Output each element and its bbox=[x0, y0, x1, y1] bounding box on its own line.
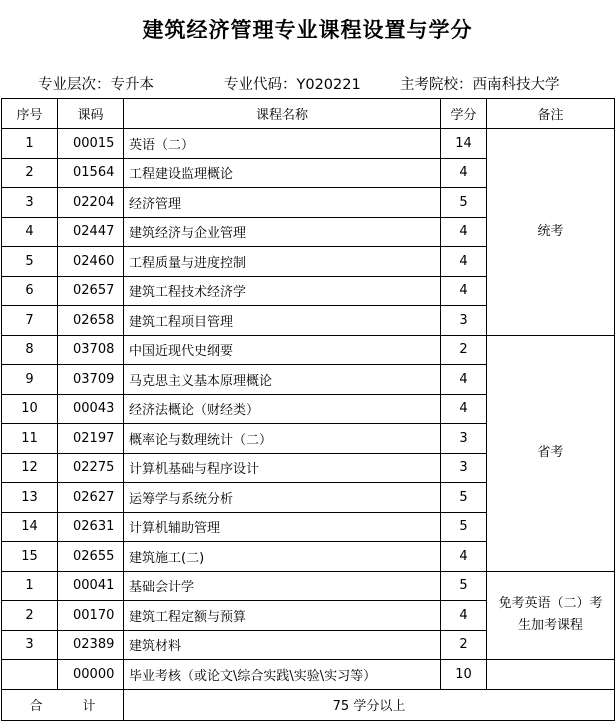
course-credit: 4 bbox=[441, 217, 487, 247]
course-credit: 2 bbox=[441, 630, 487, 660]
row-number: 15 bbox=[2, 542, 58, 572]
course-code: 01564 bbox=[58, 158, 124, 188]
row-number bbox=[2, 660, 58, 690]
program-info bbox=[0, 73, 615, 95]
course-credit: 4 bbox=[441, 276, 487, 306]
header-note: 备注 bbox=[487, 99, 615, 129]
header-course-name: 课程名称 bbox=[124, 99, 441, 129]
course-name: 基础会计学 bbox=[124, 571, 441, 601]
total-label bbox=[2, 689, 124, 720]
course-credit: 14 bbox=[441, 129, 487, 159]
course-credit: 3 bbox=[441, 424, 487, 454]
course-credit: 4 bbox=[441, 601, 487, 631]
course-code: 02389 bbox=[58, 630, 124, 660]
row-number: 12 bbox=[2, 453, 58, 483]
course-name: 工程建设监理概论 bbox=[124, 158, 441, 188]
row-number: 3 bbox=[2, 188, 58, 218]
course-name: 英语（二） bbox=[124, 129, 441, 159]
table-row bbox=[2, 335, 615, 365]
course-credit: 5 bbox=[441, 483, 487, 513]
row-number: 13 bbox=[2, 483, 58, 513]
note-unified-exam: 统考 bbox=[487, 129, 615, 336]
course-credit: 4 bbox=[441, 365, 487, 395]
header-credit: 学分 bbox=[441, 99, 487, 129]
row-number: 2 bbox=[2, 158, 58, 188]
course-credit: 2 bbox=[441, 335, 487, 365]
course-code: 02655 bbox=[58, 542, 124, 572]
course-code: 02204 bbox=[58, 188, 124, 218]
course-table bbox=[1, 98, 615, 721]
program-level: 专业层次：专升本 bbox=[38, 77, 154, 93]
row-number: 3 bbox=[2, 630, 58, 660]
course-code: 00041 bbox=[58, 571, 124, 601]
row-number: 1 bbox=[2, 571, 58, 601]
row-number: 1 bbox=[2, 129, 58, 159]
course-name: 经济管理 bbox=[124, 188, 441, 218]
course-code: 03709 bbox=[58, 365, 124, 395]
course-name: 马克思主义基本原理概论 bbox=[124, 365, 441, 395]
course-code: 02197 bbox=[58, 424, 124, 454]
course-name: 建筑工程技术经济学 bbox=[124, 276, 441, 306]
course-credit: 4 bbox=[441, 247, 487, 277]
course-name: 建筑经济与企业管理 bbox=[124, 217, 441, 247]
course-credit: 4 bbox=[441, 542, 487, 572]
row-number: 8 bbox=[2, 335, 58, 365]
table-header-row bbox=[2, 99, 615, 129]
course-name: 工程质量与进度控制 bbox=[124, 247, 441, 277]
program-code: 专业代码：Y020221 bbox=[224, 77, 361, 93]
course-code: 02627 bbox=[58, 483, 124, 513]
table-row bbox=[2, 571, 615, 601]
row-number: 6 bbox=[2, 276, 58, 306]
course-name: 建筑施工(二) bbox=[124, 542, 441, 572]
total-label-b: 计 bbox=[82, 699, 96, 714]
note-exempt-english: 免考英语（二）考生加考课程 bbox=[487, 571, 615, 660]
course-credit: 5 bbox=[441, 188, 487, 218]
row-number: 11 bbox=[2, 424, 58, 454]
course-name: 建筑工程项目管理 bbox=[124, 306, 441, 336]
course-name: 建筑材料 bbox=[124, 630, 441, 660]
exam-school: 主考院校：西南科技大学 bbox=[400, 77, 560, 93]
course-code: 00015 bbox=[58, 129, 124, 159]
course-name: 建筑工程定额与预算 bbox=[124, 601, 441, 631]
row-number: 4 bbox=[2, 217, 58, 247]
course-credit: 10 bbox=[441, 660, 487, 690]
row-number: 2 bbox=[2, 601, 58, 631]
total-row bbox=[2, 689, 615, 720]
course-code: 00000 bbox=[58, 660, 124, 690]
course-code: 03708 bbox=[58, 335, 124, 365]
total-label-a: 合 bbox=[29, 699, 43, 714]
course-credit: 5 bbox=[441, 571, 487, 601]
course-code: 02657 bbox=[58, 276, 124, 306]
total-value: 75 学分以上 bbox=[124, 689, 615, 720]
course-name: 计算机辅助管理 bbox=[124, 512, 441, 542]
course-code: 00170 bbox=[58, 601, 124, 631]
course-name: 毕业考核（或论文\综合实践\实验\实习等） bbox=[124, 660, 441, 690]
course-code: 02447 bbox=[58, 217, 124, 247]
course-credit: 3 bbox=[441, 453, 487, 483]
row-number: 14 bbox=[2, 512, 58, 542]
note-empty bbox=[487, 660, 615, 690]
page-title: 建筑经济管理专业课程设置与学分 bbox=[142, 17, 473, 42]
course-name: 概率论与数理统计（二） bbox=[124, 424, 441, 454]
course-name: 计算机基础与程序设计 bbox=[124, 453, 441, 483]
table-row bbox=[2, 129, 615, 159]
row-number: 10 bbox=[2, 394, 58, 424]
course-name: 运筹学与系统分析 bbox=[124, 483, 441, 513]
row-number: 9 bbox=[2, 365, 58, 395]
table-row bbox=[2, 660, 615, 690]
course-code: 02460 bbox=[58, 247, 124, 277]
course-name: 中国近现代史纲要 bbox=[124, 335, 441, 365]
header-code: 课码 bbox=[58, 99, 124, 129]
course-code: 02631 bbox=[58, 512, 124, 542]
course-code: 02658 bbox=[58, 306, 124, 336]
row-number: 7 bbox=[2, 306, 58, 336]
course-code: 02275 bbox=[58, 453, 124, 483]
course-credit: 4 bbox=[441, 394, 487, 424]
course-credit: 3 bbox=[441, 306, 487, 336]
note-provincial-exam: 省考 bbox=[487, 335, 615, 571]
course-code: 00043 bbox=[58, 394, 124, 424]
course-name: 经济法概论（财经类） bbox=[124, 394, 441, 424]
header-number: 序号 bbox=[2, 99, 58, 129]
course-credit: 4 bbox=[441, 158, 487, 188]
row-number: 5 bbox=[2, 247, 58, 277]
course-credit: 5 bbox=[441, 512, 487, 542]
